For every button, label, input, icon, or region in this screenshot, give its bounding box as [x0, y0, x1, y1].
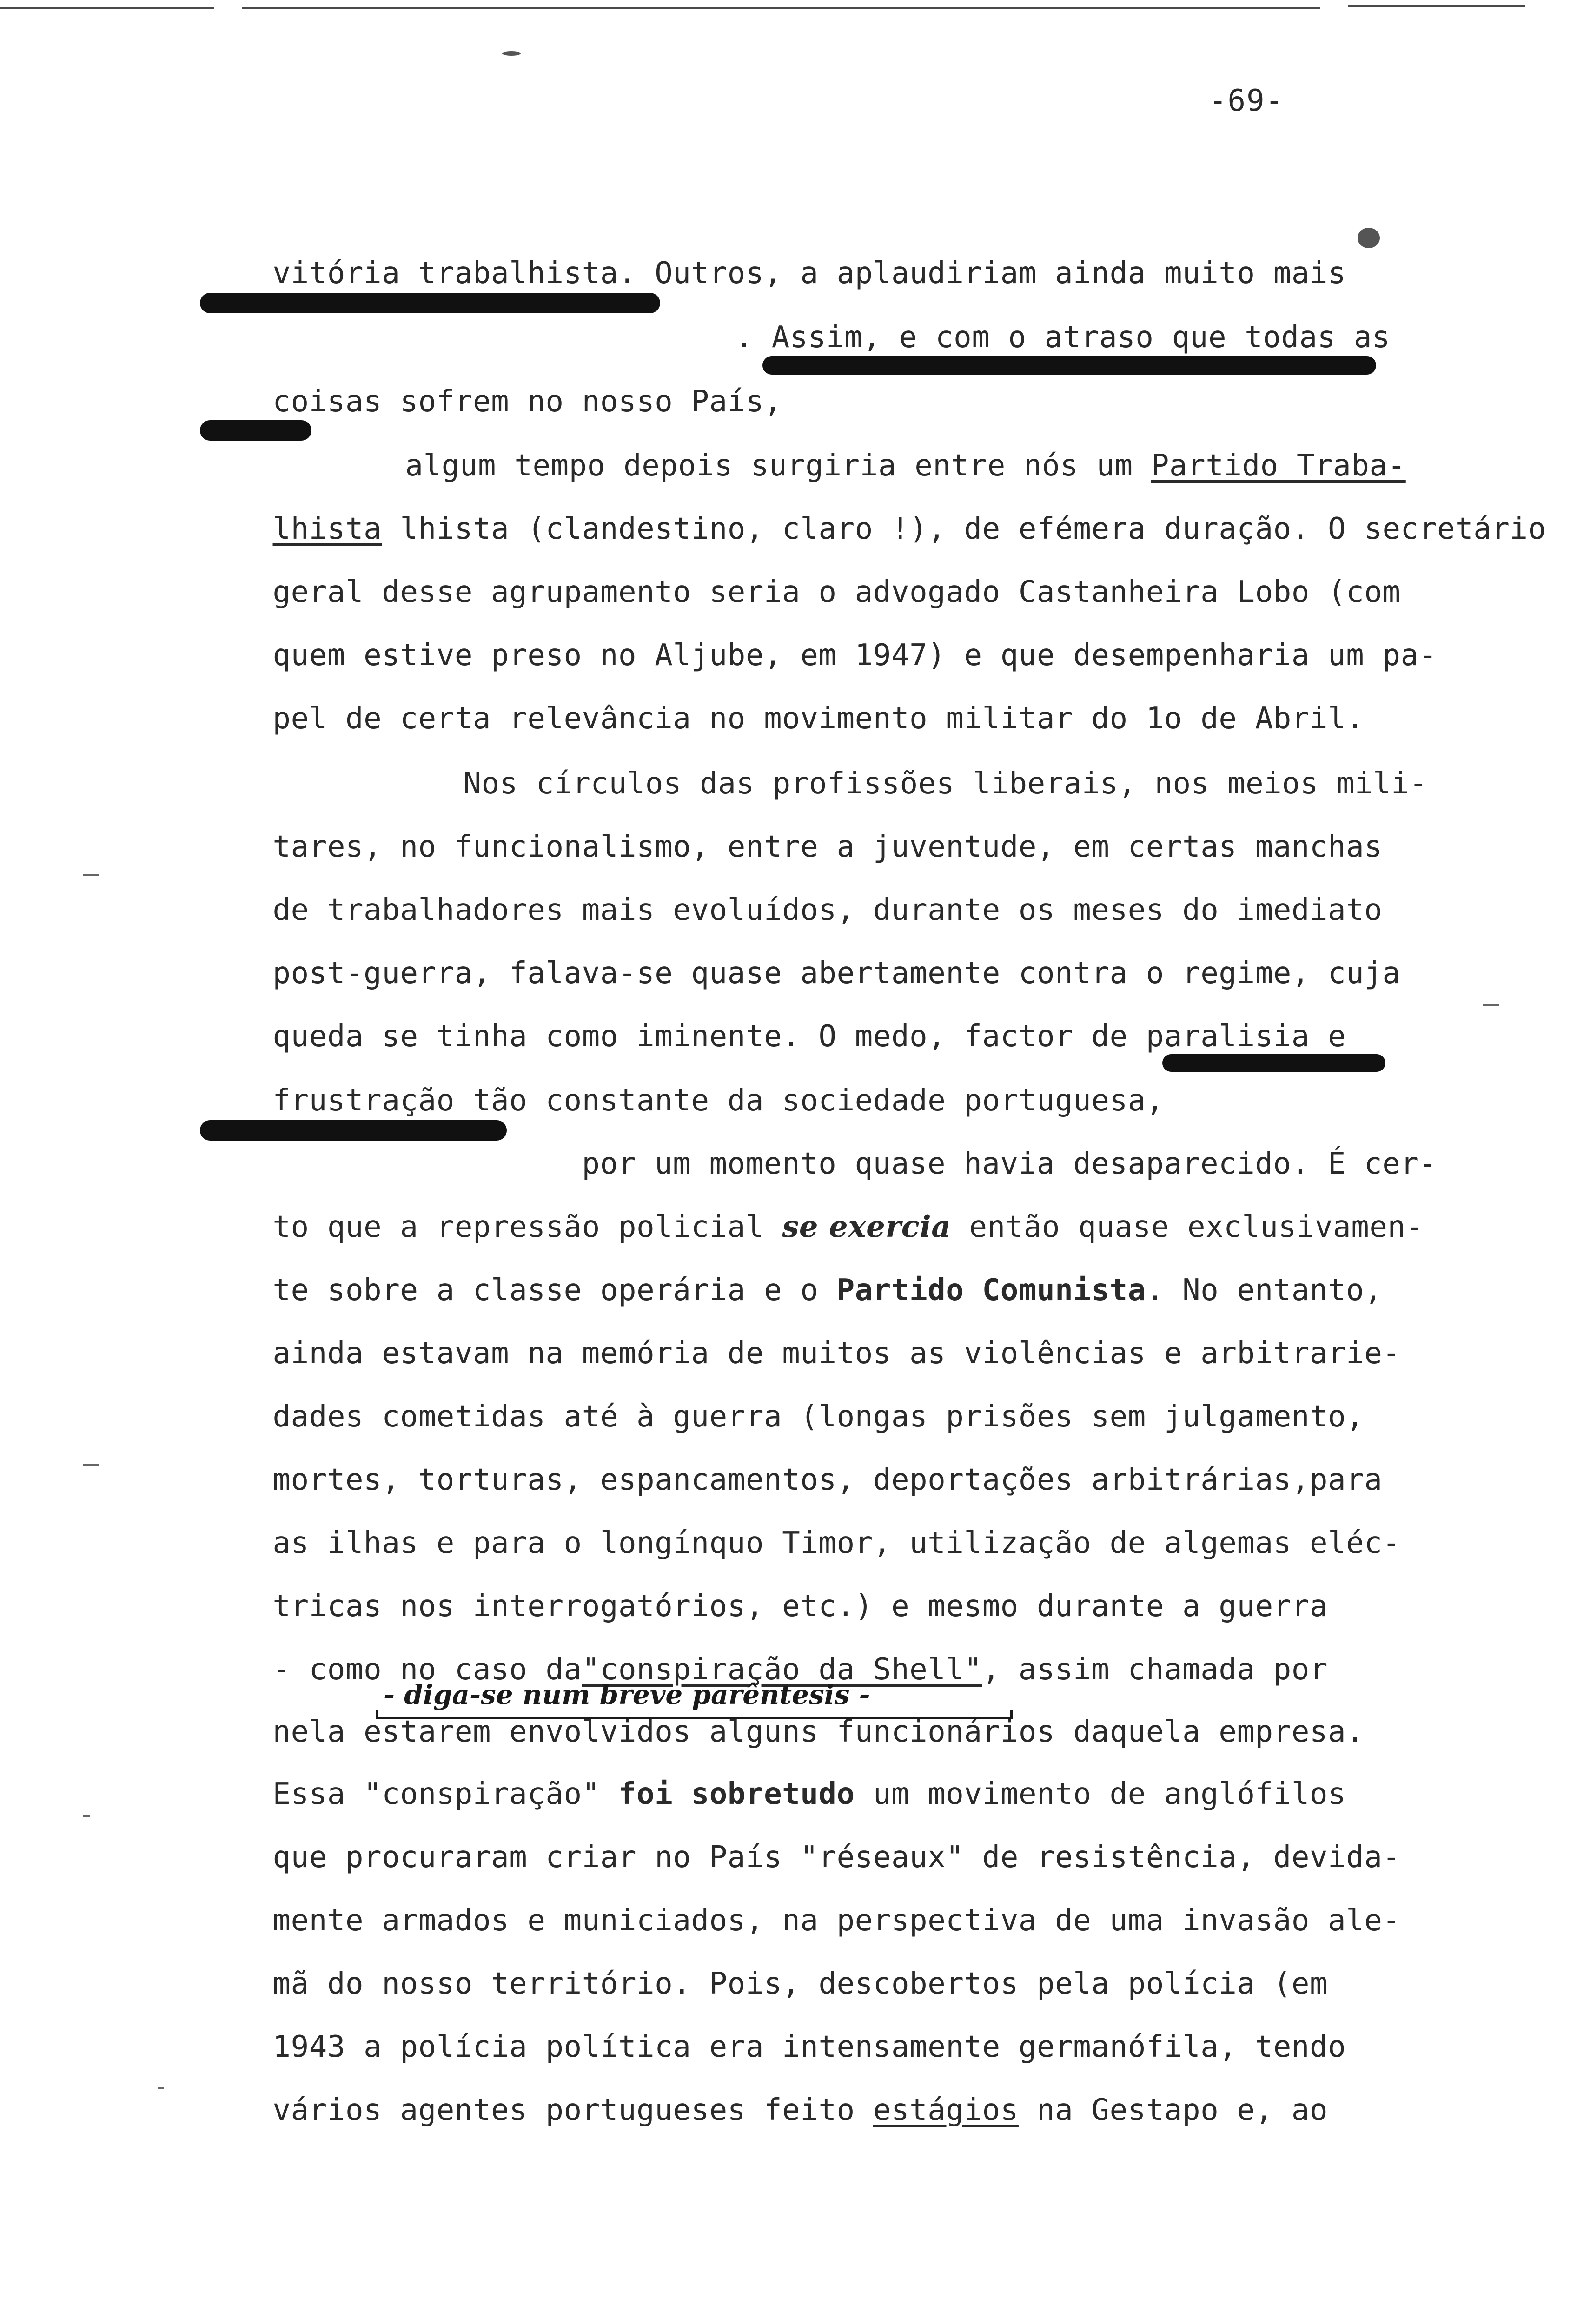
text-segment: , assim chamada por [982, 1652, 1328, 1687]
text-segment: queda se tinha como iminente. O medo, factor de paralisia e [272, 1019, 1346, 1054]
text-segment: mente armados e municiados, na perspectiva de uma invasão ale- [272, 1903, 1401, 1938]
text-segment: um movimento de anglófilos [873, 1777, 1346, 1811]
underlined-phrase: Partido Traba- [1151, 449, 1406, 483]
redaction-bar [762, 356, 1376, 375]
margin-mark [83, 874, 99, 876]
text-segment: tricas nos interrogatórios, etc.) e mesmo durante a guerra [272, 1589, 1328, 1624]
text-segment: mortes, torturas, espancamentos, deportações arbitrárias,para [272, 1463, 1383, 1497]
text-line-17: te sobre a classe operária e o Partido Comunista. No entanto, [272, 1273, 1383, 1307]
redaction-bar [200, 293, 660, 313]
text-segment: dades cometidas até à guerra (longas prisões sem julgamento, [272, 1400, 1365, 1434]
text-segment: mã do nosso território. Pois, descobertos pela polícia (em [272, 1967, 1328, 2001]
scan-speck [502, 51, 521, 56]
page-number: -69- [1209, 84, 1285, 118]
text-segment: to que a repressão policial [272, 1210, 764, 1244]
text-segment: pel de certa relevância no movimento militar do 1o de Abril. [272, 701, 1365, 736]
text-segment: as ilhas e para o longínquo Timor, utilização de algemas eléc- [272, 1526, 1401, 1560]
redaction-bar [200, 420, 311, 441]
redaction-bar [1162, 1054, 1385, 1072]
text-segment: lhista (clandestino, claro !), de efémera duração. O secretário [400, 512, 1546, 546]
margin-mark [83, 1815, 90, 1817]
scan-top-rule [1348, 5, 1525, 7]
text-segment: que procuraram criar no País "réseaux" de resistência, devida- [272, 1840, 1401, 1875]
text-segment: tares, no funcionalismo, entre a juventude, em certas manchas [272, 830, 1383, 864]
text-segment: 1943 a polícia política era intensamente germanófila, tendo [272, 2030, 1346, 2064]
scan-top-rule [0, 7, 214, 9]
text-segment: de trabalhadores mais evoluídos, durante os meses do imediato [272, 893, 1383, 927]
text-segment: . Assim, e com o atraso que todas as [735, 320, 1391, 355]
text-segment: vitória trabalhista. Outros, a aplaudiriam ainda muito mais [272, 256, 1346, 290]
text-segment: coisas sofrem no nosso País, [272, 384, 782, 419]
text-segment: nela estarem envolvidos alguns funcionários daquela empresa. [272, 1715, 1365, 1749]
margin-mark [1483, 1004, 1499, 1006]
text-segment: te sobre a classe operária e o [272, 1273, 819, 1307]
text-segment: por um momento quase havia desaparecido. É cer- [582, 1147, 1437, 1181]
text-segment: - como no caso da [272, 1652, 582, 1687]
underlined-phrase: estágios [873, 2093, 1019, 2127]
margin-mark [158, 2087, 164, 2089]
text-segment: post-guerra, falava-se quase abertamente contra o regime, cuja [272, 956, 1401, 990]
text-segment: Nos círculos das profissões liberais, nos meios mili- [463, 766, 1428, 801]
handwritten-insertion: - diga-se num breve parêntesis - [384, 1679, 870, 1710]
handwritten-correction: foi sobretudo [618, 1777, 855, 1811]
text-segment: na Gestapo e, ao [1037, 2093, 1328, 2127]
handwritten-correction: se exercia [782, 1209, 951, 1244]
insertion-bracket [376, 1710, 1013, 1719]
handwritten-correction: Comunista [982, 1273, 1146, 1307]
text-segment: ainda estavam na memória de muitos as violências e arbitrarie- [272, 1336, 1401, 1371]
text-segment: então quase exclusivamen- [969, 1210, 1424, 1244]
underlined-phrase: "conspiração da Shell" [582, 1652, 982, 1687]
text-line-30 [200, 2054, 1328, 2166]
underlined-phrase: lhista [272, 512, 382, 546]
scan-top-rule [242, 7, 1320, 9]
text-segment: Essa "conspiração" [272, 1777, 600, 1811]
margin-mark [83, 1464, 99, 1466]
text-segment: frustração tão constante da sociedade portuguesa, [272, 1083, 1164, 1118]
text-segment: quem estive preso no Aljube, em 1947) e que desempenharia um pa- [272, 638, 1437, 673]
text-segment: vários agentes portugueses feito [272, 2093, 855, 2127]
text-segment: geral desse agrupamento seria o advogado Castanheira Lobo (com [272, 575, 1401, 609]
text-segment: algum tempo depois surgiria entre nós um [405, 449, 1133, 483]
redaction-dot [1358, 228, 1380, 248]
redaction-bar [200, 1120, 507, 1141]
text-segment: No entanto, [1182, 1273, 1383, 1307]
handwritten-correction: Partido [836, 1273, 964, 1307]
